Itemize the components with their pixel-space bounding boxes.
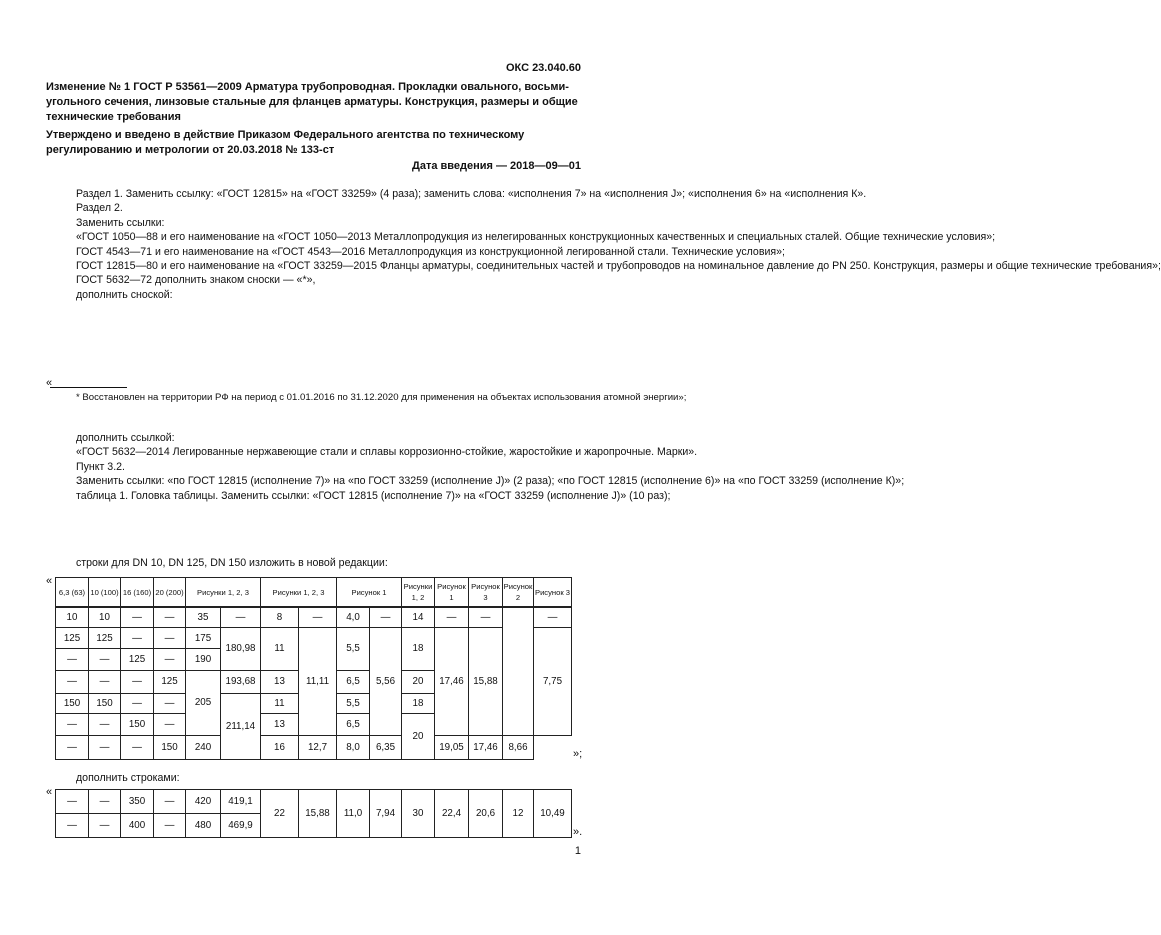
header-cell: Рисунок 2 (503, 578, 534, 607)
table-cell: 150 (154, 735, 186, 760)
table-cell: — (56, 670, 89, 693)
table-cell: 20,6 (469, 790, 503, 838)
table-cell: — (89, 790, 121, 814)
paragraph: «ГОСТ 1050—88 и его наименование на «ГОСТ 1050—2013 Металлопродукция из нелегированных конструкционных качественных и специальных сталей. Общие технические условия»; (76, 231, 996, 244)
body-text-top (46, 187, 1161, 302)
table-cell: — (121, 735, 154, 760)
table-cell: 150 (121, 714, 154, 735)
header-cell: Рисунок 1 (435, 578, 469, 607)
footnote-divider (50, 387, 127, 388)
paragraph: Раздел 1. Заменить ссылку: «ГОСТ 12815» на «ГОСТ 33259» (4 раза); заменить слова: «исполнения 7» на «исполнения J»; «исполнения 6» на «исполнения К». (76, 188, 867, 200)
table-row (56, 735, 572, 760)
header-cell: Рисунок 3 (469, 578, 503, 607)
footnote (46, 391, 687, 404)
table-cell: — (56, 814, 89, 838)
table-cell: — (221, 608, 261, 628)
table-cell: 12,7 (299, 735, 337, 760)
paragraph: дополнить ссылкой: (76, 432, 175, 444)
table-row (56, 608, 572, 628)
table-cell: 16 (261, 735, 299, 760)
table-cell: 4,0 (337, 608, 370, 628)
table-cell: 19,05 (435, 735, 469, 760)
table-cell: 175 (186, 628, 221, 649)
table-cell: 22,4 (435, 790, 469, 838)
table-cell: — (89, 714, 121, 735)
table-cell: — (89, 649, 121, 670)
table-cell: 419,1 (221, 790, 261, 814)
table-cell: — (56, 790, 89, 814)
table-cell: — (154, 649, 186, 670)
table-cell: 14 (402, 608, 435, 628)
paragraph: ГОСТ 4543—71 и его наименование на «ГОСТ 4543—2016 Металлопродукция из конструкционной легированной стали. Технические условия»; (76, 245, 785, 258)
table-cell: 211,14 (221, 694, 261, 760)
table1-header (55, 577, 572, 607)
table-cell: 11 (261, 694, 299, 714)
table-cell: 125 (154, 670, 186, 693)
table-cell: 8 (261, 608, 299, 628)
paragraph: ГОСТ 5632—72 дополнить знаком сноски — «*», (76, 274, 316, 287)
header-cell: 20 (200) (154, 578, 186, 607)
table-cell: — (435, 608, 469, 628)
table-cell: 17,46 (435, 628, 469, 735)
table2-body (55, 789, 572, 838)
table-cell: — (89, 735, 121, 760)
table-cell: 180,98 (221, 628, 261, 671)
table-cell: 11,11 (299, 628, 337, 735)
paragraph: строки для DN 10, DN 125, DN 150 изложить в новой редакции: (76, 557, 388, 569)
table-cell: 8,0 (337, 735, 370, 760)
header-cell: Рисунок 1 (337, 578, 402, 607)
table-cell: 7,94 (370, 790, 402, 838)
table-cell: 5,5 (337, 628, 370, 671)
body-text-add-rows (46, 771, 581, 785)
header-cell: 16 (160) (121, 578, 154, 607)
table-cell: — (89, 814, 121, 838)
table-cell: — (56, 649, 89, 670)
table-cell: 20 (402, 670, 435, 693)
table-cell: — (154, 714, 186, 735)
body-text-middle (46, 431, 905, 503)
table-cell: 18 (402, 628, 435, 671)
table-cell: 10,49 (534, 790, 572, 838)
table-cell: — (89, 670, 121, 693)
footnote-text: * Восстановлен на территории РФ на период с 01.01.2016 по 31.12.2020 для применения на объектах использования атомной энергии»; (76, 392, 687, 403)
table-cell: — (154, 628, 186, 649)
table-cell: 150 (56, 694, 89, 714)
table-cell: — (56, 714, 89, 735)
table2-open-quote: « (46, 786, 53, 798)
table-cell-empty (503, 608, 534, 736)
table-cell: — (299, 608, 337, 628)
effective-date: Дата введения — 2018—09—01 (412, 160, 581, 172)
page-number: 1 (574, 845, 581, 857)
table-cell: 193,68 (221, 670, 261, 693)
table-cell: — (121, 608, 154, 628)
paragraph: ГОСТ 12815—80 и его наименование на «ГОСТ 33259—2015 Фланцы арматуры, соединительных частей и трубопроводов на номинальное давление до PN 250. Конструкция, размеры и общие технические требования»; (76, 260, 1161, 273)
classification-code: ОКС 23.040.60 (505, 62, 581, 74)
table-row (56, 628, 572, 649)
table-cell: 22 (261, 790, 299, 838)
table-cell: — (534, 608, 572, 628)
table-cell: — (121, 670, 154, 693)
table-cell: 15,88 (299, 790, 337, 838)
table-cell: 8,66 (503, 735, 534, 760)
table-cell: 240 (186, 735, 221, 760)
table-cell: 6,5 (337, 714, 370, 735)
paragraph: дополнить строками: (76, 772, 180, 784)
table-cell: 10 (89, 608, 121, 628)
table-cell: 125 (56, 628, 89, 649)
table-cell: 400 (121, 814, 154, 838)
footnote-open-quote: « (46, 377, 53, 389)
table-cell: 11,0 (337, 790, 370, 838)
header-cell: Рисунки 1, 2, 3 (186, 578, 261, 607)
header-cell: Рисунок 3 (534, 578, 572, 607)
paragraph: Раздел 2. (76, 202, 123, 215)
table-cell: 20 (402, 714, 435, 760)
table-cell: 150 (89, 694, 121, 714)
header-cell: 6,3 (63) (56, 578, 89, 607)
body-text-rows-intro (46, 556, 581, 570)
table-cell: 6,35 (370, 735, 402, 760)
table2-close-quote: ». (573, 826, 583, 838)
table-cell: 420 (186, 790, 221, 814)
table-cell: — (370, 608, 402, 628)
paragraph: Пункт 3.2. (76, 460, 125, 473)
table-cell: 18 (402, 694, 435, 714)
table-cell: — (121, 694, 154, 714)
table1-open-quote: « (46, 575, 53, 587)
header-cell: 10 (100) (89, 578, 121, 607)
table-cell: 5,56 (370, 628, 402, 735)
table-cell: 35 (186, 608, 221, 628)
table-cell: 13 (261, 670, 299, 693)
paragraph: таблица 1. Головка таблицы. Заменить ссылки: «ГОСТ 12815 (исполнение 7)» на «ГОСТ 33259 (исполнение J)» (10 раз); (76, 489, 671, 502)
header-cell: Рисунки 1, 2, 3 (261, 578, 337, 607)
table-cell: 30 (402, 790, 435, 838)
table-cell: 7,75 (534, 628, 572, 735)
table-cell: 13 (261, 714, 299, 735)
table-cell: — (121, 628, 154, 649)
header-cell: Рисунки 1, 2 (402, 578, 435, 607)
table-cell: 12 (503, 790, 534, 838)
table-cell: — (154, 814, 186, 838)
table-cell: — (56, 735, 89, 760)
approval-text: Утверждено и введено в действие Приказом Федерального агентства по техническому регулированию и метрологии от 20.03.2018 № 133-ст (46, 129, 525, 156)
paragraph: Заменить ссылки: «по ГОСТ 12815 (исполнение 7)» на «по ГОСТ 33259 (исполнение J)» (2 раза); «по ГОСТ 12815 (исполнение 6)» на «по ГОСТ 33259 (исполнение К)»; (76, 475, 905, 488)
table-cell: 480 (186, 814, 221, 838)
table-cell: 125 (121, 649, 154, 670)
table-cell: 205 (186, 670, 221, 735)
table1-close-quote: »; (573, 748, 583, 760)
table-cell: 5,5 (337, 694, 370, 714)
table-cell: — (154, 790, 186, 814)
table-cell: 15,88 (469, 628, 503, 735)
table-cell: 190 (186, 649, 221, 670)
table-cell: 6,5 (337, 670, 370, 693)
table1-body (55, 607, 572, 760)
table-cell: 469,9 (221, 814, 261, 838)
table-cell: — (154, 694, 186, 714)
table-cell: 10 (56, 608, 89, 628)
table-cell: 350 (121, 790, 154, 814)
paragraph: «ГОСТ 5632—2014 Легированные нержавеющие стали и сплавы коррозионно-стойкие, жаростойкие и жаропрочные. Марки». (76, 446, 698, 459)
table-cell: — (469, 608, 503, 628)
table-cell: — (154, 608, 186, 628)
table-row (56, 790, 572, 814)
amendment-title: Изменение № 1 ГОСТ Р 53561—2009 Арматура трубопроводная. Прокладки овального, восьмиугольного сечения, линзовые стальные для фланцев арматуры. Конструкция, размеры и общие технические требования (46, 81, 578, 123)
paragraph: дополнить сноской: (76, 288, 173, 301)
table-cell: 17,46 (469, 735, 503, 760)
table-cell: 11 (261, 628, 299, 671)
table-cell: 125 (89, 628, 121, 649)
paragraph: Заменить ссылки: (76, 216, 165, 229)
